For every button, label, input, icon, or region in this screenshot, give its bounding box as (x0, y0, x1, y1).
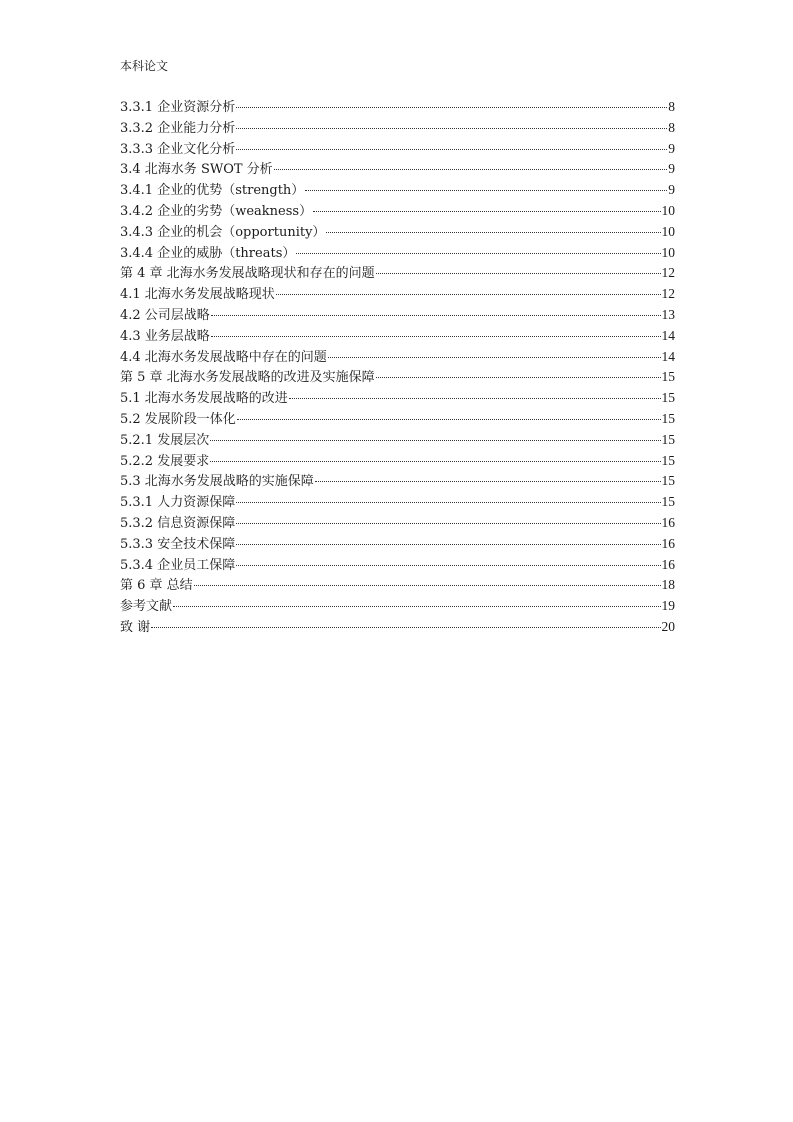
toc-entry-page: 10 (661, 223, 675, 239)
toc-entry[interactable] (120, 388, 675, 409)
dot-leader (289, 397, 661, 399)
toc-entry[interactable] (120, 201, 675, 222)
toc-entry-title: 参考文献 (120, 599, 173, 615)
dot-leader (313, 210, 660, 212)
dot-leader (237, 418, 661, 420)
dot-leader (315, 480, 661, 482)
toc-entry[interactable] (120, 596, 675, 617)
toc-entry-title: 5.3.1 人力资源保障 (120, 495, 236, 511)
toc-entry-title: 5.3.3 安全技术保障 (120, 536, 236, 552)
dot-leader (236, 148, 667, 150)
toc-entry-title: 3.3.3 企业文化分析 (120, 141, 236, 157)
dot-leader (194, 584, 661, 586)
toc-entry-title: 3.4.4 企业的威胁（threats） (120, 245, 296, 261)
toc-entry-page: 12 (661, 286, 675, 302)
dot-leader (236, 501, 660, 503)
dot-leader (210, 439, 660, 441)
toc-entry[interactable] (120, 492, 675, 513)
toc-entry[interactable] (120, 451, 675, 472)
dot-leader (236, 106, 667, 108)
dot-leader (210, 460, 660, 462)
dot-leader (236, 127, 667, 129)
dot-leader (376, 272, 661, 274)
toc-entry-page: 15 (661, 494, 675, 510)
dot-leader (173, 605, 660, 607)
toc-entry[interactable] (120, 118, 675, 139)
toc-entry[interactable] (120, 97, 675, 118)
dot-leader (305, 189, 667, 191)
toc-entry-page: 12 (661, 265, 675, 281)
dot-leader (296, 252, 660, 254)
toc-entry-page: 10 (661, 244, 675, 260)
toc-entry-title: 4.3 业务层战略 (120, 328, 210, 344)
toc-entry-page: 14 (661, 348, 675, 364)
toc-entry-title: 3.4.1 企业的优势（strength） (120, 183, 305, 199)
toc-entry[interactable] (120, 347, 675, 368)
toc-entry[interactable] (120, 263, 675, 284)
toc-entry-title: 4.4 北海水务发展战略中存在的问题 (120, 349, 327, 365)
dot-leader (276, 293, 661, 295)
toc-entry[interactable] (120, 326, 675, 347)
toc-entry-title: 致 谢 (120, 619, 151, 635)
toc-entry[interactable] (120, 534, 675, 555)
toc-entry-page: 15 (661, 452, 675, 468)
toc-entry-title: 4.2 公司层战略 (120, 307, 210, 323)
dot-leader (376, 376, 661, 378)
dot-leader (328, 356, 661, 358)
toc-entry-page: 16 (661, 514, 675, 530)
toc-entry-page: 15 (661, 410, 675, 426)
running-header: 本科论文 (120, 59, 169, 73)
toc-entry-page: 8 (668, 99, 675, 114)
toc-entry[interactable] (120, 430, 675, 451)
toc-entry-title: 3.4.3 企业的机会（opportunity） (120, 224, 326, 240)
toc-entry-page: 18 (661, 577, 675, 593)
table-of-contents (120, 97, 675, 638)
toc-entry-page: 15 (661, 369, 675, 385)
toc-entry-page: 8 (668, 119, 675, 135)
toc-entry-page: 9 (668, 140, 675, 156)
toc-entry[interactable] (120, 471, 675, 492)
toc-entry-title: 3.3.2 企业能力分析 (120, 120, 236, 136)
toc-entry[interactable] (120, 555, 675, 576)
toc-entry-title: 4.1 北海水务发展战略现状 (120, 287, 275, 303)
toc-entry-page: 10 (661, 202, 675, 218)
toc-entry[interactable] (120, 617, 675, 638)
toc-entry[interactable] (120, 159, 675, 180)
toc-entry-title: 第 5 章 北海水务发展战略的改进及实施保障 (120, 370, 375, 386)
toc-entry[interactable] (120, 284, 675, 305)
toc-entry-page: 20 (661, 618, 675, 634)
toc-entry-page: 16 (661, 556, 675, 572)
toc-entry[interactable] (120, 305, 675, 326)
toc-entry[interactable] (120, 139, 675, 160)
dot-leader (211, 335, 661, 337)
toc-entry-title: 5.1 北海水务发展战略的改进 (120, 391, 288, 407)
toc-entry-title: 5.2.1 发展层次 (120, 432, 210, 448)
toc-entry[interactable] (120, 575, 675, 596)
toc-entry-title: 3.4 北海水务 SWOT 分析 (120, 162, 273, 178)
toc-entry-page: 16 (661, 535, 675, 551)
toc-entry-page: 9 (668, 161, 675, 177)
toc-entry-title: 5.3 北海水务发展战略的实施保障 (120, 474, 314, 490)
dot-leader (151, 626, 660, 628)
toc-entry-page: 9 (668, 182, 675, 198)
toc-entry-title: 第 4 章 北海水务发展战略现状和存在的问题 (120, 266, 375, 282)
toc-entry[interactable] (120, 222, 675, 243)
toc-entry-title: 5.3.4 企业员工保障 (120, 557, 236, 573)
dot-leader (236, 564, 660, 566)
toc-entry-page: 14 (661, 327, 675, 343)
toc-entry[interactable] (120, 409, 675, 430)
toc-entry-title: 第 6 章 总结 (120, 578, 193, 594)
toc-entry[interactable] (120, 513, 675, 534)
toc-entry-page: 15 (661, 431, 675, 447)
toc-entry-page: 15 (661, 390, 675, 406)
toc-entry-page: 15 (661, 473, 675, 489)
toc-entry-title: 5.2.2 发展要求 (120, 453, 210, 469)
dot-leader (236, 543, 660, 545)
toc-entry-title: 5.2 发展阶段一体化 (120, 411, 236, 427)
toc-entry-title: 3.4.2 企业的劣势（weakness） (120, 203, 313, 219)
toc-entry-page: 13 (661, 306, 675, 322)
dot-leader (236, 522, 660, 524)
dot-leader (326, 231, 660, 233)
dot-leader (274, 168, 668, 170)
dot-leader (211, 314, 661, 316)
toc-entry[interactable] (120, 180, 675, 201)
toc-entry-page: 19 (661, 598, 675, 614)
toc-entry-title: 5.3.2 信息资源保障 (120, 515, 236, 531)
toc-entry[interactable] (120, 367, 675, 388)
toc-entry[interactable] (120, 243, 675, 264)
toc-entry-title: 3.3.1 企业资源分析 (120, 100, 236, 115)
